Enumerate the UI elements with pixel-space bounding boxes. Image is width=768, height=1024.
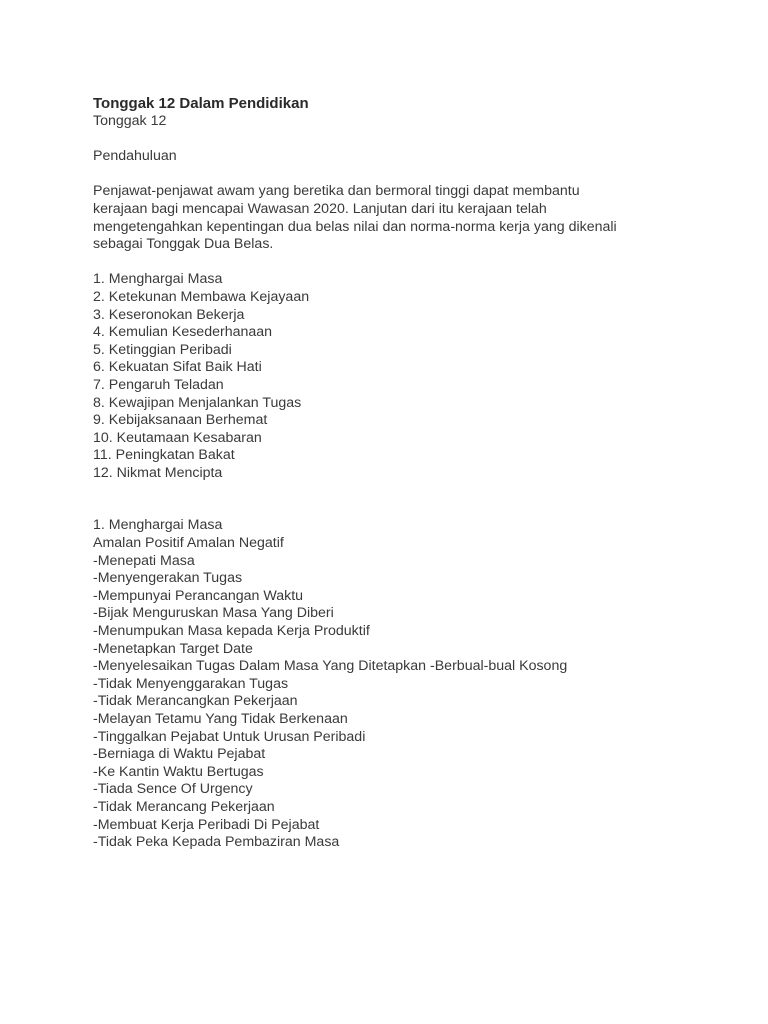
list-item: -Berniaga di Waktu Pejabat [93, 746, 266, 763]
list-item: -Tidak Merancangkan Pekerjaan [93, 693, 298, 710]
pillar-item: 10. Keutamaan Kesabaran [93, 429, 262, 446]
list-item: -Ke Kantin Waktu Bertugas [93, 763, 264, 780]
section1-heading: 1. Menghargai Masa [93, 517, 223, 534]
list-item: -Menyengerakan Tugas [93, 570, 243, 587]
spacer [93, 482, 733, 517]
list-item: -Tiada Sence Of Urgency [93, 781, 253, 798]
list-item: -Tidak Peka Kepada Pembaziran Masa [93, 834, 340, 851]
pillar-item: 8. Kewajipan Menjalankan Tugas [93, 394, 302, 411]
intro-line: sebagai Tonggak Dua Belas. [93, 236, 274, 253]
intro-line: kerajaan bagi mencapai Wawasan 2020. Lanjutan dari itu kerajaan telah [93, 200, 547, 217]
intro-paragraph [93, 183, 733, 253]
list-item: -Tidak Menyenggarakan Tugas [93, 675, 289, 692]
spacer [93, 254, 733, 272]
intro-line: mengetengahkan kepentingan dua belas nilai dan norma-norma kerja yang dikenali [93, 218, 617, 235]
document-page [93, 94, 733, 852]
list-item: -Tidak Merancang Pekerjaan [93, 798, 275, 815]
document-title: Tonggak 12 Dalam Pendidikan [93, 95, 309, 112]
pillar-item: 9. Kebijaksanaan Berhemat [93, 412, 268, 429]
pillar-item: 6. Kekuatan Sifat Baik Hati [93, 359, 262, 376]
pillar-item: 2. Ketekunan Membawa Kejayaan [93, 288, 310, 305]
pillar-item: 12. Nikmat Mencipta [93, 464, 223, 481]
list-item: -Menumpukan Masa kepada Kerja Produktif [93, 623, 370, 640]
spacer [93, 131, 733, 149]
intro-line: Penjawat-penjawat awam yang beretika dan bermoral tinggi dapat membantu [93, 183, 580, 200]
pillar-item: 1. Menghargai Masa [93, 271, 223, 288]
spacer [93, 166, 733, 184]
pillar-item: 7. Pengaruh Teladan [93, 376, 224, 393]
section1-columns-line: Amalan Positif Amalan Negatif [93, 535, 284, 552]
document-subtitle: Tonggak 12 [93, 113, 167, 129]
pillar-item: 3. Keseronokan Bekerja [93, 306, 245, 323]
pillar-item: 11. Peningkatan Bakat [93, 447, 235, 464]
section-heading-pendahuluan: Pendahuluan [93, 148, 177, 165]
list-item: -Bijak Menguruskan Masa Yang Diberi [93, 605, 334, 622]
pillar-item: 4. Kemulian Kesederhanaan [93, 324, 273, 341]
list-item: -Membuat Kerja Peribadi Di Pejabat [93, 816, 320, 833]
list-item: -Menepati Masa [93, 552, 195, 569]
list-item: -Melayan Tetamu Yang Tidak Berkenaan [93, 711, 348, 727]
section1-item-list [93, 553, 733, 852]
pillar-list [93, 271, 733, 482]
list-item: -Mempunyai Perancangan Waktu [93, 587, 304, 604]
pillar-item: 5. Ketinggian Peribadi [93, 341, 232, 358]
list-item: -Menetapkan Target Date [93, 640, 253, 657]
list-item: -Menyelesaikan Tugas Dalam Masa Yang Ditetapkan -Berbual-bual Kosong [93, 658, 568, 675]
list-item: -Tinggalkan Pejabat Untuk Urusan Peribadi [93, 728, 366, 745]
